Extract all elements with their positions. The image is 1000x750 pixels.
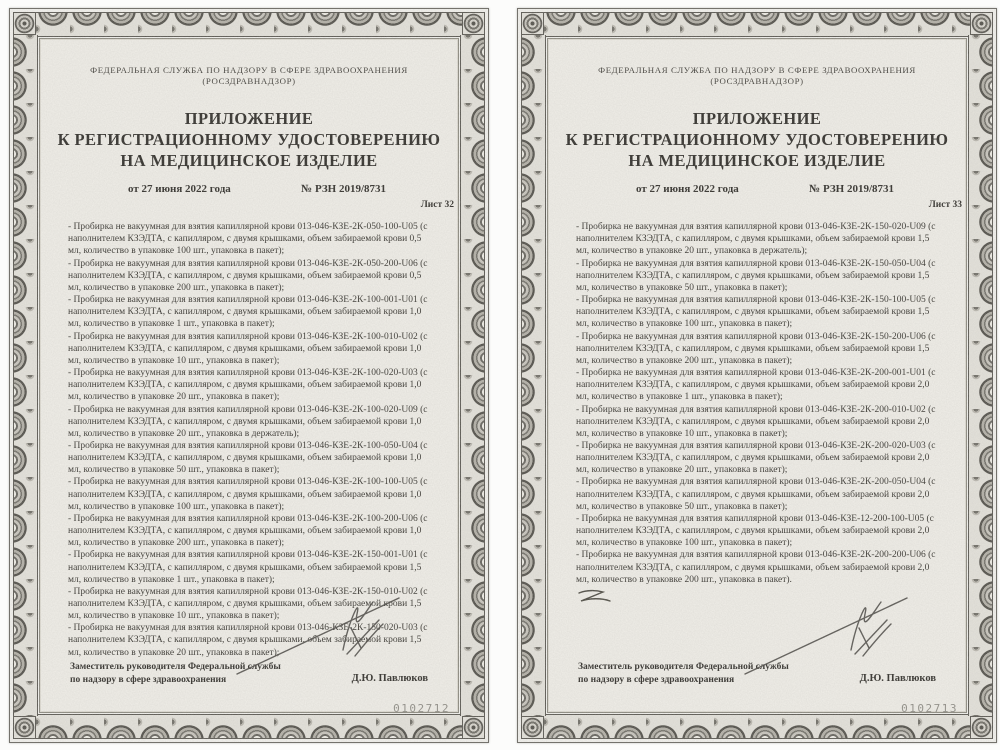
agency-name-line2: (РОСЗДРАВНАДЗОР) xyxy=(202,76,296,87)
ornament-corner-rosette xyxy=(462,12,485,35)
ornament-corner-rosette xyxy=(462,716,485,739)
agency-name xyxy=(40,65,458,88)
paper-area xyxy=(39,38,459,713)
signer-title-line1: Заместитель руководителя Федеральной службы xyxy=(70,662,281,673)
product-entry: - Пробирка не вакуумная для взятия капиллярной крови 013-046-КЗЕ-12-200-100-U05 (с наполнителем КЗЭДТА, с капилляром, с двумя крышками, объем забираемой крови 2,0 мл, количество в упаковке 100 шт., упаковка в пакет); xyxy=(576,513,934,549)
issue-date: от 27 июня 2022 года xyxy=(128,183,231,196)
document-title-line2: К РЕГИСТРАЦИОННОМУ УДОСТОВЕРЕНИЮ xyxy=(57,129,441,149)
ornament-border-right xyxy=(968,35,993,716)
product-entry: - Пробирка не вакуумная для взятия капиллярной крови 013-046-КЗЕ-2К-150-050-U04 (с наполнителем КЗЭДТА, с капилляром, с двумя крышками, объем забираемой крови 1,5 мл, количество в упаковке 50 шт., упаковка в пакет); xyxy=(576,258,936,293)
ornament-border-left xyxy=(13,35,38,716)
issue-date: от 27 июня 2022 года xyxy=(636,183,739,196)
product-entry: - Пробирка не вакуумная для взятия капиллярной крови 013-046-КЗЕ-2К-200-200-U06 (с наполнителем КЗЭДТА, с капилляром, с двумя крышками, объем забираемой крови 2,0 мл, количество в упаковке 200 шт., упаковка в пакет). xyxy=(576,550,936,585)
ornament-border-bottom xyxy=(36,714,462,739)
signature-stroke xyxy=(739,590,914,678)
product-entry: - Пробирка не вакуумная для взятия капиллярной крови 013-046-КЗЕ-2К-100-001-U01 (с наполнителем КЗЭДТА, с капилляром, с двумя крышками, объем забираемой крови 1,0 мл, количество в упаковке 1 шт., упаковка в пакет); xyxy=(68,295,428,330)
signature-stroke xyxy=(231,590,406,678)
ornament-corner-rosette xyxy=(13,716,36,739)
agency-name-line1: ФЕДЕРАЛЬНАЯ СЛУЖБА ПО НАДЗОРУ В СФЕРЕ ЗДРАВООХРАНЕНИЯ xyxy=(90,65,408,75)
form-serial-number: 0102712 xyxy=(393,702,450,715)
document-title-line1: ПРИЛОЖЕНИЕ xyxy=(692,108,822,128)
date-number-row xyxy=(40,183,458,195)
document-title-line1: ПРИЛОЖЕНИЕ xyxy=(184,108,314,128)
ornament-corner-rosette xyxy=(521,716,544,739)
signer-title-line1: Заместитель руководителя Федеральной службы xyxy=(578,662,789,673)
product-entry: - Пробирка не вакуумная для взятия капиллярной крови 013-046-КЗЕ-2К-200-050-U04 (с наполнителем КЗЭДТА, с капилляром, с двумя крышками, объем забираемой крови 2,0 мл, количество в упаковке 50 шт., упаковка в пакет); xyxy=(576,477,936,512)
product-entry: - Пробирка не вакуумная для взятия капиллярной крови 013-046-КЗЕ-2К-150-200-U06 (с наполнителем КЗЭДТА, с капилляром, с двумя крышками, объем забираемой крови 1,5 мл, количество в упаковке 200 шт., упаковка в пакет); xyxy=(576,331,936,366)
ornament-corner-rosette xyxy=(13,12,36,35)
product-entry: - Пробирка не вакуумная для взятия капиллярной крови 013-046-КЗЕ-2К-200-020-U03 (с наполнителем КЗЭДТА, с капилляром, с двумя крышками, объем забираемой крови 2,0 мл, количество в упаковке 20 шт., упаковка в пакет); xyxy=(576,440,936,476)
ornament-border-top xyxy=(36,12,462,37)
document-title-line3: НА МЕДИЦИНСКОЕ ИЗДЕЛИЕ xyxy=(120,151,378,171)
product-entry: - Пробирка не вакуумная для взятия капиллярной крови 013-046-КЗЕ-2К-050-200-U06 (с наполнителем КЗЭДТА, с капилляром, с двумя крышками, объем забираемой крови 0,5 мл, количество в упаковке 200 шт., упаковка в пакет); xyxy=(68,258,428,293)
product-entry: - Пробирка не вакуумная для взятия капиллярной крови 013-046-КЗЕ-2К-150-010-U02 (с наполнителем КЗЭДТА, с капилляром, с двумя крышками, объем забираемой крови 1,5 мл, количество в упаковке 10 шт., упаковка в пакет); xyxy=(68,586,428,622)
ornament-border-bottom xyxy=(544,714,970,739)
product-entry: - Пробирка не вакуумная для взятия капиллярной крови 013-046-КЗЕ-2К-100-200-U06 (с наполнителем КЗЭДТА, с капилляром, с двумя крышками, объем забираемой крови 1,0 мл, количество в упаковке 200 шт., упаковка в пакет); xyxy=(68,513,428,549)
signer-name: Д.Ю. Павлюков xyxy=(859,673,936,685)
product-entry: - Пробирка не вакуумная для взятия капиллярной крови 013-046-КЗЕ-2К-100-100-U05 (с наполнителем КЗЭДТА, с капилляром, с двумя крышками, объем забираемой крови 1,0 мл, количество в упаковке 100 шт., упаковка в пакет); xyxy=(68,477,428,512)
agency-name-line2: (РОСЗДРАВНАДЗОР) xyxy=(710,76,804,87)
ornament-corner-rosette xyxy=(521,12,544,35)
sheet-number: Лист 32 xyxy=(420,200,454,211)
ornament-corner-rosette xyxy=(970,12,993,35)
end-of-text-mark xyxy=(576,589,614,605)
signer-title-line2: по надзору в сфере здравоохранения xyxy=(70,674,227,685)
document-title-line3: НА МЕДИЦИНСКОЕ ИЗДЕЛИЕ xyxy=(628,151,886,171)
product-entry: - Пробирка не вакуумная для взятия капиллярной крови 013-046-КЗЕ-2К-150-001-U01 (с наполнителем КЗЭДТА, с капилляром, с двумя крышками, объем забираемой крови 1,5 мл, количество в упаковке 1 шт., упаковка в пакет); xyxy=(68,550,428,585)
ornament-border-right xyxy=(460,35,485,716)
ornament-border-left xyxy=(521,35,546,716)
signer-name: Д.Ю. Павлюков xyxy=(351,673,428,685)
product-entry: - Пробирка не вакуумная для взятия капиллярной крови 013-046-КЗЕ-2К-150-100-U05 (с наполнителем КЗЭДТА, с капилляром, с двумя крышками, объем забираемой крови 1,5 мл, количество в упаковке 100 шт., упаковка в пакет); xyxy=(576,295,936,330)
product-entry: - Пробирка не вакуумная для взятия капиллярной крови 013-046-КЗЕ-2К-050-100-U05 (с наполнителем КЗЭДТА, с капилляром, с двумя крышками, объем забираемой крови 0,5 мл, количество в упаковке 100 шт., упаковка в пакет); xyxy=(68,222,428,257)
agency-name-line1: ФЕДЕРАЛЬНАЯ СЛУЖБА ПО НАДЗОРУ В СФЕРЕ ЗДРАВООХРАНЕНИЯ xyxy=(598,65,916,75)
product-entry: - Пробирка не вакуумная для взятия капиллярной крови 013-046-КЗЕ-2К-150-020-U03 (с наполнителем КЗЭДТА, с капилляром, с двумя крышками, объем забираемой крови 1,5 мл, количество в упаковке 20 шт., упаковка в пакет); xyxy=(68,623,428,658)
product-list xyxy=(548,221,966,586)
document-title xyxy=(40,108,458,171)
ornament-corner-rosette xyxy=(970,716,993,739)
paper-area xyxy=(547,38,967,713)
sheet-number: Лист 33 xyxy=(928,200,962,211)
product-entry: - Пробирка не вакуумная для взятия капиллярной крови 013-046-КЗЕ-2К-100-010-U02 (с наполнителем КЗЭДТА, с капилляром, с двумя крышками, объем забираемой крови 1,0 мл, количество в упаковке 10 шт., упаковка в пакет); xyxy=(68,331,428,366)
product-entry: - Пробирка не вакуумная для взятия капиллярной крови 013-046-КЗЕ-2К-100-020-U03 (с наполнителем КЗЭДТА, с капилляром, с двумя крышками, объем забираемой крови 1,0 мл, количество в упаковке 20 шт., упаковка в пакет); xyxy=(68,368,428,403)
date-number-row xyxy=(548,183,966,195)
product-entry: - Пробирка не вакуумная для взятия капиллярной крови 013-046-КЗЕ-2К-100-050-U04 (с наполнителем КЗЭДТА, с капилляром, с двумя крышками, объем забираемой крови 1,0 мл, количество в упаковке 50 шт., упаковка в пакет); xyxy=(68,440,428,476)
ornament-border-top xyxy=(544,12,970,37)
document-title xyxy=(548,108,966,171)
form-serial-number: 0102713 xyxy=(901,702,958,715)
product-entry: - Пробирка не вакуумная для взятия капиллярной крови 013-046-КЗЕ-2К-100-020-U09 (с наполнителем КЗЭДТА, с капилляром, с двумя крышками, объем забираемой крови 1,0 мл, количество в упаковке 20 шт., упаковка в держатель); xyxy=(68,404,428,439)
product-entry: - Пробирка не вакуумная для взятия капиллярной крови 013-046-КЗЕ-2К-200-010-U02 (с наполнителем КЗЭДТА, с капилляром, с двумя крышками, объем забираемой крови 2,0 мл, количество в упаковке 10 шт., упаковка в пакет); xyxy=(576,404,936,439)
agency-name xyxy=(548,65,966,88)
registry-number: № РЗН 2019/8731 xyxy=(809,183,894,196)
signer-title-line2: по надзору в сфере здравоохранения xyxy=(578,674,735,685)
certificate-page-sheet-33 xyxy=(517,8,997,743)
registry-number: № РЗН 2019/8731 xyxy=(301,183,386,196)
certificate-page-sheet-32 xyxy=(9,8,489,743)
document-title-line2: К РЕГИСТРАЦИОННОМУ УДОСТОВЕРЕНИЮ xyxy=(565,129,949,149)
product-entry: - Пробирка не вакуумная для взятия капиллярной крови 013-046-КЗЕ-2К-150-020-U09 (с наполнителем КЗЭДТА, с капилляром, с двумя крышками, объем забираемой крови 1,5 мл, количество в упаковке 20 шт., упаковка в держатель); xyxy=(576,222,936,257)
product-entry: - Пробирка не вакуумная для взятия капиллярной крови 013-046-КЗЕ-2К-200-001-U01 (с наполнителем КЗЭДТА, с капилляром, с двумя крышками, объем забираемой крови 2,0 мл, количество в упаковке 1 шт., упаковка в пакет); xyxy=(576,368,936,403)
